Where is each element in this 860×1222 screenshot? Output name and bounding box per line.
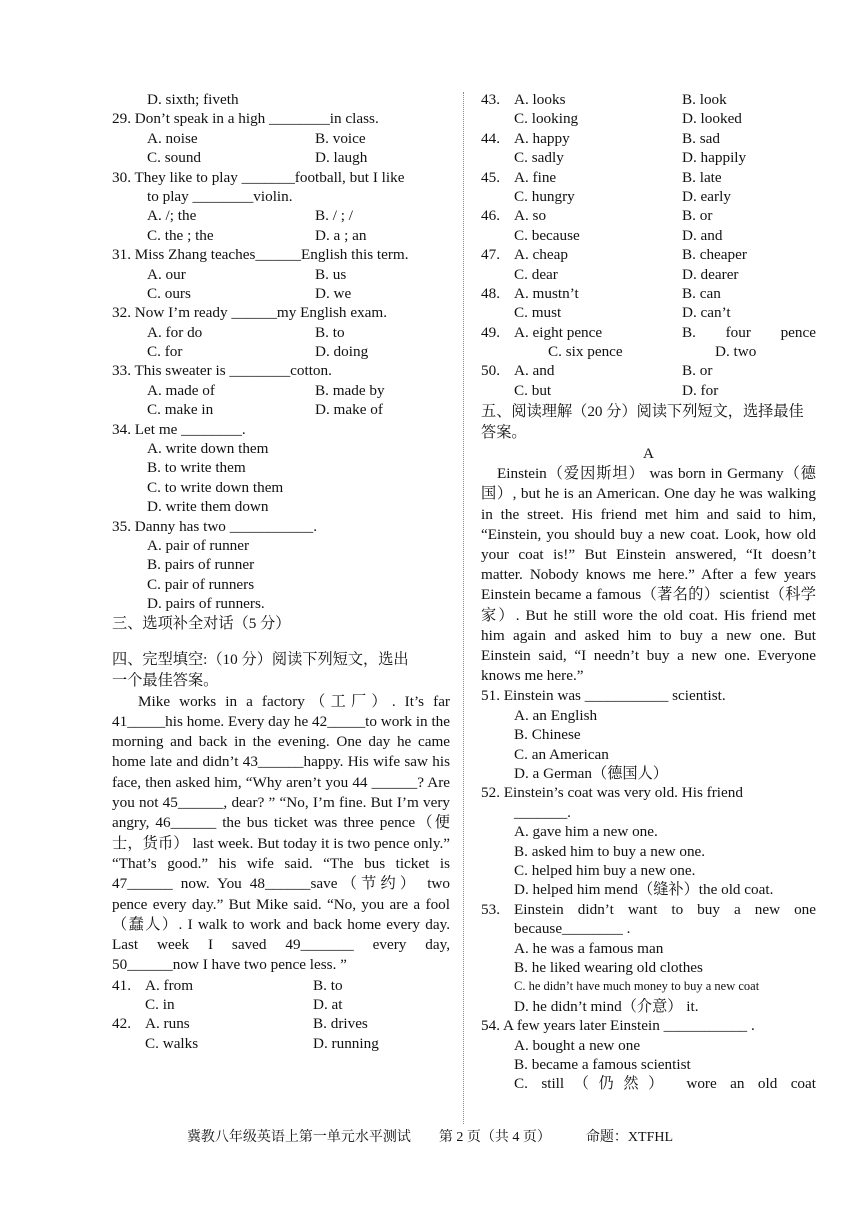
q47-options-cd — [481, 265, 816, 284]
q46-options-ab — [481, 206, 816, 225]
q48-options-cd — [481, 303, 816, 322]
q43-number: 43. — [481, 91, 500, 108]
passage-label: A — [643, 445, 654, 463]
q34-d: D. write them down — [147, 498, 269, 516]
q41-options-cd — [112, 995, 450, 1014]
q48-options-ab — [481, 284, 816, 303]
q29-d: D. laugh — [315, 149, 368, 167]
q52-stem-1: 52. Einstein’s coat was very old. His friend — [481, 784, 743, 802]
page-footer: 冀教八年级英语上第一单元水平测试 第 2 页（共 4 页） 命题：XTFHL — [186, 1130, 674, 1145]
q41-d: D. at — [313, 996, 343, 1014]
q42-number: 42. — [112, 1015, 131, 1033]
q32-stem: 32. Now I’m ready ______my English exam. — [112, 304, 388, 322]
q45-options-cd — [481, 187, 816, 206]
spacer — [112, 636, 450, 650]
q30-stem-2: to play ________violin. — [147, 187, 293, 205]
q30-a: A. /; the — [147, 207, 197, 225]
q35-c: C. pair of runners — [147, 575, 255, 593]
q54-stem: 54. A few years later Einstein ___________ . — [481, 1017, 755, 1035]
q29-a: A. noise — [147, 129, 198, 147]
q31-options-cd — [112, 284, 450, 303]
q35-stem: 35. Danny has two ___________. — [112, 517, 318, 535]
q45-c: C. hungry — [514, 187, 575, 205]
q42-b: B. drives — [313, 1015, 368, 1033]
q50-options-ab — [481, 361, 816, 380]
q49-b: B. four pence — [682, 323, 816, 341]
q31-a: A. our — [147, 265, 186, 283]
q41-b: B. to — [313, 976, 343, 994]
q44-a: A. happy — [514, 129, 570, 147]
section-4-heading-1: 四、完型填空:（10 分）阅读下列短文，选出 — [112, 650, 409, 668]
q54-c: C. still（仍然） wore an old coat — [514, 1075, 816, 1093]
q43-options-cd — [481, 109, 816, 128]
q30-b: B. / ; / — [315, 207, 353, 225]
q30-options-ab — [112, 206, 450, 225]
q32-options-ab — [112, 323, 450, 342]
q32-options-cd — [112, 342, 450, 361]
q50-b: B. or — [682, 362, 713, 380]
q31-b: B. us — [315, 265, 347, 283]
q35-a: A. pair of runner — [147, 536, 250, 554]
q49-c: C. six pence — [548, 343, 623, 361]
q32-c: C. for — [147, 343, 183, 361]
q46-options-cd — [481, 226, 816, 245]
q54-a: A. bought a new one — [514, 1036, 641, 1054]
q47-c: C. dear — [514, 265, 558, 283]
q48-number: 48. — [481, 284, 500, 302]
q33-a: A. made of — [147, 381, 215, 399]
q32-d: D. doing — [315, 343, 369, 361]
q32-a: A. for do — [147, 323, 203, 341]
q29-b: B. voice — [315, 129, 366, 147]
q31-d: D. we — [315, 284, 352, 302]
cloze-passage: Mike works in a factory（工厂）. It’s far 41_____his home. Every day he 42_____to work in the morning and back in the evening. One day he came home late and didn’t 43______happy. His wife saw his face, then asked him, “Why aren’t you 44 ______? Are you not 45______, dear? ” “No, I’m fine. But I’m very angry, 46______ the bus ticket was three pence（便士，货币） last week. But today it is two pence only.” “That’s good.” his wife said. “The bus ticket is 47______ now. You 48______save（节约） two pence every day.” But Mike said. “No, you are a fool（蠢人）. I walk to work and back home every day. Last week I saved 49_______ every day, 50______now I have two pence less. ” — [112, 692, 450, 974]
q51-b: B. Chinese — [514, 726, 581, 744]
q47-b: B. cheaper — [682, 246, 747, 264]
q42-a: A. runs — [145, 1015, 190, 1033]
q48-d: D. can’t — [682, 304, 731, 322]
q44-options-ab — [481, 129, 816, 148]
q50-d: D. for — [682, 381, 719, 399]
q51-d: D. a German（德国人） — [514, 765, 668, 783]
q34-c: C. to write down them — [147, 478, 284, 496]
q35-b: B. pairs of runner — [147, 556, 255, 574]
q49-options-ab — [481, 323, 816, 342]
q53-stem-1: 53. Einstein didn’t want to buy a new one — [481, 900, 816, 918]
q33-c: C. make in — [147, 401, 214, 419]
q34-stem: 34. Let me ________. — [112, 420, 246, 438]
q32-b: B. to — [315, 323, 345, 341]
q41-a: A. from — [145, 976, 194, 994]
q43-b: B. look — [682, 91, 727, 108]
q47-d: D. dearer — [682, 265, 739, 283]
q46-d: D. and — [682, 226, 723, 244]
q49-options-cd — [481, 342, 816, 361]
q45-a: A. fine — [514, 168, 557, 186]
q52-d: D. helped him mend（缝补）the old coat. — [514, 881, 774, 899]
q33-stem: 33. This sweater is ________cotton. — [112, 362, 332, 380]
q53-d: D. he didn’t mind（介意） it. — [514, 997, 699, 1015]
q33-d: D. make of — [315, 401, 383, 419]
q42-options-cd — [112, 1034, 450, 1053]
q44-d: D. happily — [682, 149, 747, 167]
q41-number: 41. — [112, 976, 131, 994]
q48-c: C. must — [514, 304, 562, 322]
q28-option-d: D. sixth; fiveth — [147, 91, 239, 108]
section-5-heading: 五、阅读理解（20 分）阅读下列短文，选择最佳答案。 — [481, 403, 804, 442]
q46-b: B. or — [682, 207, 713, 225]
q33-options-cd — [112, 400, 450, 419]
q52-b: B. asked him to buy a new one. — [514, 842, 706, 860]
q46-a: A. so — [514, 207, 547, 225]
column-divider — [463, 92, 464, 1124]
q44-number: 44. — [481, 129, 500, 147]
q47-options-ab — [481, 245, 816, 264]
q31-options-ab — [112, 265, 450, 284]
q46-number: 46. — [481, 207, 500, 225]
q43-options-ab — [481, 90, 816, 109]
q43-a: A. looks — [514, 91, 566, 108]
q49-number: 49. — [481, 323, 500, 341]
q33-b: B. made by — [315, 381, 385, 399]
q44-options-cd — [481, 148, 816, 167]
right-column — [481, 90, 816, 1094]
q30-options-cd — [112, 226, 450, 245]
q51-c: C. an American — [514, 745, 609, 763]
q42-c: C. walks — [145, 1034, 199, 1052]
q43-c: C. looking — [514, 110, 579, 128]
reading-passage: Einstein（爱因斯坦） was born in Germany（德国）, but he is an American. One day he was walking in the street. His friend met him and said to him, “Einstein, you should buy a new coat. Look, how old your coat is!” But Einstein answered, “It doesn’t matter. Nobody knows me here.” After a few years Einstein became a famous（著名的）scientist（科学家）. But he still wore the old coat. His friend met him again and asked him to buy a new one. But Einstein said, “I needn’t buy a new one. Everyone knows me here.” — [481, 465, 816, 685]
q33-options-ab — [112, 381, 450, 400]
q31-c: C. ours — [147, 284, 191, 302]
section-4-heading-2: 一个最佳答案。 — [112, 671, 219, 689]
q54-b: B. became a famous scientist — [514, 1055, 691, 1073]
q30-stem-1: 30. They like to play _______football, but I like — [112, 168, 405, 186]
q43-d: D. looked — [682, 110, 742, 128]
q48-b: B. can — [682, 284, 721, 302]
q50-a: A. and — [514, 362, 555, 380]
q47-a: A. cheap — [514, 246, 568, 264]
q45-b: B. late — [682, 168, 722, 186]
q47-number: 47. — [481, 246, 500, 264]
q29-stem: 29. Don’t speak in a high ________in class. — [112, 110, 379, 128]
q30-d: D. a ; an — [315, 226, 367, 244]
q41-options-ab — [112, 976, 450, 995]
q53-b: B. he liked wearing old clothes — [514, 958, 703, 976]
q46-c: C. because — [514, 226, 580, 244]
q50-options-cd — [481, 381, 816, 400]
q53-c: C. he didn’t have much money to buy a new coat — [514, 979, 760, 994]
q50-number: 50. — [481, 362, 500, 380]
q30-c: C. the ; the — [147, 226, 214, 244]
q34-b: B. to write them — [147, 459, 246, 477]
q52-c: C. helped him buy a new one. — [514, 862, 696, 879]
q53-a: A. he was a famous man — [514, 939, 664, 957]
q29-c: C. sound — [147, 149, 202, 167]
q51-a: A. an English — [514, 706, 598, 724]
left-column — [112, 90, 450, 1053]
q53-stem-2: because________ . — [514, 920, 631, 938]
q29-options-ab — [112, 129, 450, 148]
q42-options-ab — [112, 1014, 450, 1033]
q45-options-ab — [481, 168, 816, 187]
q44-b: B. sad — [682, 129, 720, 147]
q41-c: C. in — [145, 996, 175, 1014]
q52-a: A. gave him a new one. — [514, 823, 658, 841]
q49-d: D. two — [715, 343, 757, 361]
q34-a: A. write down them — [147, 440, 269, 458]
section-3-heading: 三、选项补全对话（5 分） — [112, 614, 291, 632]
q35-d: D. pairs of runners. — [147, 595, 265, 613]
q48-a: A. mustn’t — [514, 284, 579, 302]
q42-d: D. running — [313, 1034, 379, 1052]
q29-options-cd — [112, 148, 450, 167]
q45-d: D. early — [682, 187, 731, 205]
q49-a: A. eight pence — [514, 323, 603, 341]
q52-stem-2: _______. — [514, 803, 571, 821]
q45-number: 45. — [481, 168, 500, 186]
q31-stem: 31. Miss Zhang teaches______English this term. — [112, 246, 409, 264]
q44-c: C. sadly — [514, 149, 564, 167]
q50-c: C. but — [514, 381, 552, 399]
q51-stem: 51. Einstein was ___________ scientist. — [481, 687, 726, 705]
